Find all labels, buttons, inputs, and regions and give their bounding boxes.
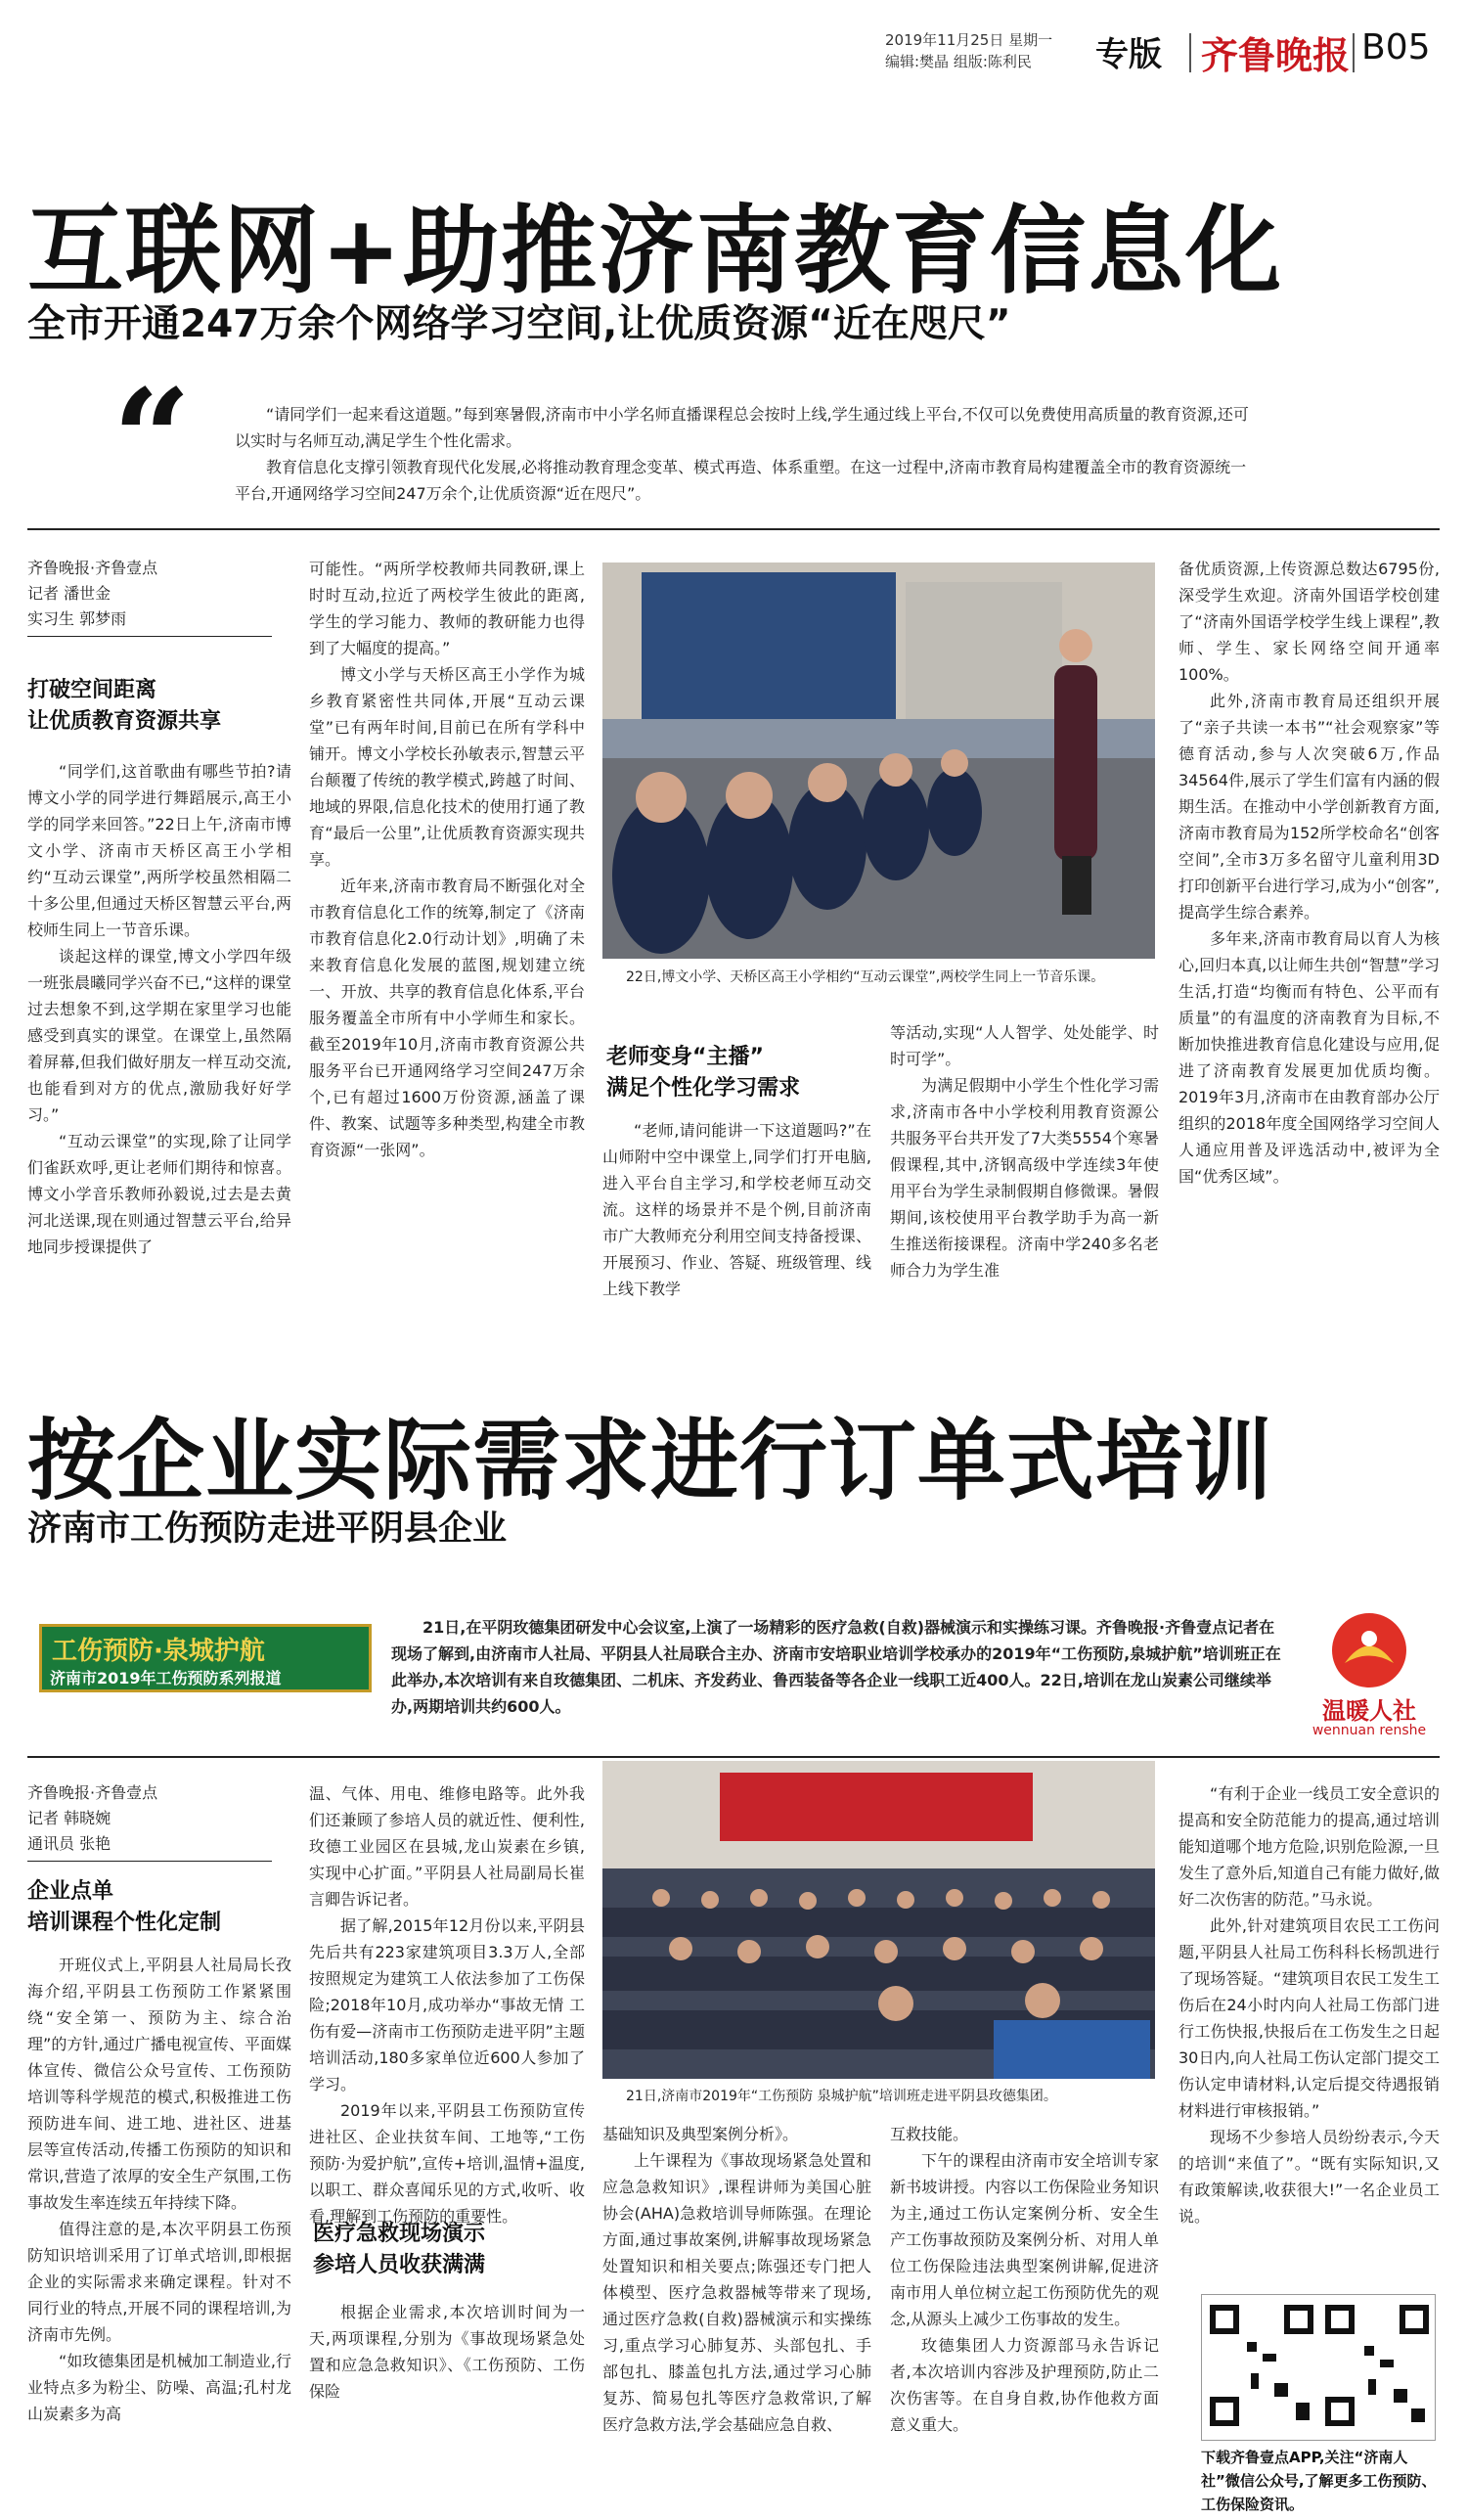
section-title bbox=[27, 1876, 291, 1939]
masthead-editors: 编辑:樊晶 组版:陈利民 bbox=[885, 53, 1032, 70]
paragraph: “互动云课堂”的实现,除了让同学们雀跃欢呼,更让老师们期待和惊喜。博文小学音乐教师孙毅说,过去是去黄河北送课,现在则通过智慧云平台,给异地同步授课提供了 bbox=[27, 1132, 291, 1256]
article1-column-4 bbox=[890, 1019, 1159, 1283]
paragraph: 下午的课程由济南市安全培训专家新书坡讲授。内容以工伤保险业务知识为主,通过工伤认定案例分析、安全生产工伤事故预防及案例分析、对用人单位工伤保险违法典型案例讲解,促进济南市用人单位树立起工伤预防优先的观念,从源头上减少工伤事故的发生。 bbox=[890, 2151, 1159, 2328]
byline-line: 通讯员 张艳 bbox=[27, 1834, 111, 1853]
paragraph: 可能性。“两所学校教师共同教研,课上时时互动,拉近了两校学生彼此的距离,学生的学习能力、教师的教研能力也得到了大幅度的提高。” bbox=[309, 560, 585, 657]
paragraph: 据了解,2015年12月份以来,平阴县先后共有223家建筑项目3.3万人,全部按照规定为建筑工人依法参加了工伤保险;2018年10月,成功举办“事故无情 工伤有爱—济南市工伤预防走进平阴”主题培训活动,180多家单位近600人参加了学习。 bbox=[309, 1916, 585, 2093]
article2-column-5 bbox=[1178, 1780, 1440, 2229]
paragraph: 等活动,实现“人人智学、处处能学、时时可学”。 bbox=[890, 1023, 1159, 1068]
paragraph: 互救技能。 bbox=[890, 2125, 969, 2143]
article2-column-4 bbox=[890, 2121, 1159, 2438]
paragraph: “同学们,这首歌曲有哪些节拍?请博文小学的同学进行舞蹈展示,高王小学的同学来回答。”22日上午,济南市博文小学、济南市天桥区高王小学相约“互动云课堂”,两所学校虽然相隔二十多公里,但通过天桥区智慧云平台,两校师生同上一节音乐课。 bbox=[27, 762, 291, 939]
article1-column-2 bbox=[309, 556, 585, 1163]
article1-column-5 bbox=[1178, 556, 1440, 1190]
paragraph: “有利于企业一线员工安全意识的提高和安全防范能力的提高,通过培训能知道哪个地方危险,识别危险源,一旦发生了意外后,知道自己有能力做好,做好二次伤害的防范。”马永说。 bbox=[1178, 1784, 1440, 1909]
section-title-line: 打破空间距离 bbox=[27, 678, 157, 702]
wennuan-renshe-logo bbox=[1301, 1609, 1438, 1736]
series-badge bbox=[39, 1624, 372, 1692]
article2-photo bbox=[602, 1761, 1155, 2079]
paragraph: “老师,请问能讲一下这道题吗?”在山师附中空中课堂上,同学们打开电脑,进入平台自主学习,和学校老师互动交流。这样的场景并不是个例,目前济南市广大教师充分利用空间支持备授课、开展预习、作业、答疑、班级管理、线上线下教学 bbox=[602, 1121, 871, 1298]
paragraph: 玫德集团人力资源部马永告诉记者,本次培训内容涉及护理预防,防止二次伤害等。在自身自救,协作他救方面意义重大。 bbox=[890, 2336, 1159, 2434]
paragraph: 开班仪式上,平阴县人社局局长孜海介绍,平阴县工伤预防工作紧紧围绕“安全第一、预防为主、综合治理”的方针,通过广播电视宣传、平面媒体宣传、微信公众号宣传、工伤预防培训等科学规范的模式,积极推进工伤预防进车间、进工地、进社区、进基层等宣传活动,传播工伤预防的知识和常识,营造了浓厚的安全生产氛围,工伤事故发生率连续五年持续下降。 bbox=[27, 1956, 291, 2212]
paper-logo: 齐鲁晚报 bbox=[1201, 33, 1351, 77]
page-number: B05 bbox=[1361, 27, 1431, 68]
section-title-line: 企业点单 bbox=[27, 1879, 114, 1904]
paragraph: 温、气体、用电、维修电路等。此外我们还兼顾了参培人员的就近性、便利性,玫德工业园区在县城,龙山炭素在乡镇,实现中心扩面。”平阴县人社局副局长崔言卿告诉记者。 bbox=[309, 1784, 585, 1909]
article1-photo bbox=[602, 562, 1155, 959]
byline-line: 记者 潘世金 bbox=[27, 584, 111, 603]
qr-codes bbox=[1201, 2294, 1436, 2441]
photo-caption: 21日,济南市2019年“工伤预防 泉城护航”培训班走进平阴县玫德集团。 bbox=[626, 2089, 1057, 2104]
section-title bbox=[27, 675, 291, 738]
section-title-line: 让优质教育资源共享 bbox=[27, 709, 222, 734]
section-title-line: 参培人员收获满满 bbox=[313, 2253, 486, 2277]
article1-lead bbox=[235, 401, 1262, 507]
masthead-date-editors bbox=[885, 29, 1090, 72]
section-title-line: 培训课程个性化定制 bbox=[27, 1911, 222, 1935]
badge-title: 工伤预防·泉城护航 bbox=[52, 1637, 265, 1666]
article2-byline bbox=[27, 1780, 282, 1857]
article1-column-3 bbox=[602, 1117, 871, 1302]
lead-paragraph: 21日,在平阴玫德集团研发中心会议室,上演了一场精彩的医疗急救(自救)器械演示和实操练习课。齐鲁晚报·齐鲁壹点记者在现场了解到,由济南市人社局、平阴县人社局联合主办、济南市安培职业培训学校承办的2019年“工伤预防,泉城护航”培训班正在此举办,本次培训有来自玫德集团、二机床、齐发药业、鲁西装备等各企业一线职工近400人。22日,培训在龙山炭素公司继续举办,两期培训共约600人。 bbox=[391, 1618, 1281, 1716]
paragraph: 备优质资源,上传资源总数达6795份,深受学生欢迎。济南外国语学校创建了“济南外国语学校学生线上课程”,教师、学生、家长网络空间开通率100%。 bbox=[1178, 560, 1440, 684]
section-title-line: 老师变身“主播” bbox=[606, 1045, 764, 1069]
quote-mark-icon: “ bbox=[112, 360, 192, 520]
section-title bbox=[606, 1042, 870, 1104]
article2-lead bbox=[391, 1614, 1281, 1720]
article2-column-1 bbox=[27, 1952, 291, 2427]
divider bbox=[27, 636, 272, 637]
article1-subhead: 全市开通247万余个网络学习空间,让优质资源“近在咫尺” bbox=[27, 302, 1011, 346]
paragraph: 谈起这样的课堂,博文小学四年级一班张晨曦同学兴奋不已,“这样的课堂过去想象不到,这学期在家里学习也能感受到真实的课堂。在课堂上,虽然隔着屏幕,但我们做好朋友一样互动交流,也能看到对方的优点,激励我好好学习。” bbox=[27, 947, 291, 1124]
section-title-line: 医疗急救现场演示 bbox=[313, 2222, 486, 2246]
masthead-divider bbox=[1189, 33, 1191, 72]
byline-line: 实习生 郭梦雨 bbox=[27, 609, 127, 628]
article1-column-1 bbox=[27, 758, 291, 1260]
paragraph: 多年来,济南市教育局以育人为核心,回归本真,以让师生共创“智慧”学习生活,打造“均衡而有特色、公平而有质量”的有温度的济南教育为目标,不断加快推进教育信息化建设与应用,促进了济南教育发展更加优质均衡。2019年3月,济南市在由教育部办公厅组织的2018年度全国网络学习空间人人通应用普及评选活动中,被评为全国“优秀区域”。 bbox=[1178, 929, 1440, 1186]
photo-caption: 22日,博文小学、天桥区高王小学相约“互动云课堂”,两校学生同上一节音乐课。 bbox=[626, 969, 1105, 985]
section-title bbox=[313, 2219, 587, 2281]
article2-column-3 bbox=[602, 2121, 871, 2438]
article1-headline: 互联网+助推济南教育信息化 bbox=[27, 196, 1284, 307]
section-title-line: 满足个性化学习需求 bbox=[606, 1076, 801, 1101]
masthead-divider-2 bbox=[1353, 33, 1355, 72]
article2-subhead: 济南市工伤预防走进平阴县企业 bbox=[27, 1509, 508, 1549]
paragraph: 上午课程为《事故现场紧急处置和应急急救知识》,课程讲师为美国心脏协会(AHA)急救培训导师陈强。在理论方面,通过事故案例,讲解事故现场紧急处置知识和相关要点;陈强还专门把人体模型、医疗急救器械等带来了现场,通过医疗急救(自救)器械演示和实操练习,重点学习心肺复苏、头部包扎、手部包扎、膝盖包扎方法,通过学习心肺复苏、简易包扎等医疗急救常识,了解医疗急救方法,学会基础应急自救、 bbox=[602, 2151, 871, 2434]
logo-text: 温暖人社 bbox=[1322, 1696, 1416, 1725]
paragraph: 此外,济南市教育局还组织开展了“亲子共读一本书”“社会观察家”等德育活动,参与人次突破6万,作品34564件,展示了学生们富有内涵的假期生活。在推动中小学创新教育方面,济南市教育局为152所学校命名“创客空间”,全市3万多名留守儿童利用3D打印创新平台进行学习,成为小“创客”,提高学生综合素养。 bbox=[1178, 692, 1440, 922]
section-label: 专版 bbox=[1095, 35, 1162, 74]
article2-headline: 按企业实际需求进行订单式培训 bbox=[27, 1410, 1273, 1512]
byline-line: 齐鲁晚报·齐鲁壹点 bbox=[27, 1783, 158, 1802]
paragraph: 博文小学与天桥区高王小学作为城乡教育紧密性共同体,开展“互动云课堂”已有两年时间,目前已在所有学科中铺开。博文小学校长孙敏表示,智慧云平台颠覆了传统的教学模式,跨越了时间、地域的界限,信息化技术的使用打通了教育“最后一公里”,让优质教育资源实现共享。 bbox=[309, 665, 585, 869]
logo-pinyin: wennuan renshe bbox=[1311, 1723, 1427, 1738]
lead-paragraph: 教育信息化支撑引领教育现代化发展,必将推动教育理念变革、模式再造、体系重塑。在这一过程中,济南市教育局构建覆盖全市的教育资源统一平台,开通网络学习空间247万余个,让优质资源“近在咫尺”。 bbox=[235, 458, 1247, 503]
paragraph: 2019年以来,平阴县工伤预防宣传进社区、企业扶贫车间、工地等,“工伤预防·为爱护航”,宣传+培训,温情+温度,以职工、群众喜闻乐见的方式,收听、收看,理解到工伤预防的重要性。 bbox=[309, 2101, 585, 2226]
qr-caption: 下载齐鲁壹点APP,关注“济南人社”微信公众号,了解更多工伤预防、工伤保险资讯。 bbox=[1201, 2449, 1437, 2513]
paragraph: 此外,针对建筑项目农民工工伤问题,平阴县人社局工伤科科长杨凯进行了现场答疑。“建筑项目农民工发生工伤后在24小时内向人社局工伤部门进行工伤快报,快报后在工伤发生之日起30日内,向人社局工伤认定部门提交工伤认定申请材料,认定后提交待遇报销材料进行审核报销。” bbox=[1178, 1916, 1440, 2120]
paragraph: 近年来,济南市教育局不断强化对全市教育信息化工作的统筹,制定了《济南市教育信息化2.0行动计划》,明确了未来教育信息化发展的蓝图,规划建立统一、开放、共享的教育信息化体系,平台服务覆盖全市所有中小学师生和家长。截至2019年10月,济南市教育资源公共服务平台已开通网络学习空间247万余个,已有超过1600万份资源,涵盖了课件、教案、试题等多种类型,构建全市教育资源“一张网”。 bbox=[309, 877, 585, 1159]
paragraph: 根据企业需求,本次培训时间为一天,两项课程,分别为《事故现场紧急处置和应急急救知识》、《工伤预防、工伤保险 bbox=[309, 2303, 585, 2401]
paragraph: 现场不少参培人员纷纷表示,今天的培训“来值了”。“既有实际知识,又有政策解读,收获很大!”一名企业员工说。 bbox=[1178, 2128, 1440, 2226]
divider bbox=[27, 1756, 1440, 1758]
paragraph: 值得注意的是,本次平阴县工伤预防知识培训采用了订单式培训,即根据企业的实际需求来确定课程。针对不同行业的特点,开展不同的课程培训,为济南市先例。 bbox=[27, 2220, 291, 2344]
divider bbox=[27, 1861, 272, 1862]
paragraph: 为满足假期中小学生个性化学习需求,济南市各中小学校利用教育资源公共服务平台共开发了7大类5554个寒暑假课程,其中,济钢高级中学连续3年使用平台为学生录制假期自修微课。暑假期间,该校使用平台教学助手为高一新生推送衔接课程。济南中学240多名老师合力为学生准 bbox=[890, 1076, 1159, 1280]
lead-paragraph: “请同学们一起来看这道题。”每到寒暑假,济南市中小学名师直播课程总会按时上线,学生通过线上平台,不仅可以免费使用高质量的教育资源,还可以实时与名师互动,满足学生个性化需求。 bbox=[235, 405, 1249, 450]
byline-line: 齐鲁晚报·齐鲁壹点 bbox=[27, 559, 158, 577]
article2-column-2b bbox=[309, 2299, 585, 2405]
paragraph: 基础知识及典型案例分析》。 bbox=[602, 2125, 799, 2143]
divider bbox=[27, 528, 1440, 530]
article2-column-2 bbox=[309, 1780, 585, 2229]
masthead-date: 2019年11月25日 星期一 bbox=[885, 31, 1053, 49]
paragraph: “如玫德集团是机械加工制造业,行业特点多为粉尘、防噪、高温;孔村龙山炭素多为高 bbox=[27, 2352, 291, 2423]
badge-subtitle: 济南市2019年工伤预防系列报道 bbox=[50, 1669, 282, 1688]
byline-line: 记者 韩晓婉 bbox=[27, 1809, 111, 1827]
article1-byline bbox=[27, 556, 282, 632]
